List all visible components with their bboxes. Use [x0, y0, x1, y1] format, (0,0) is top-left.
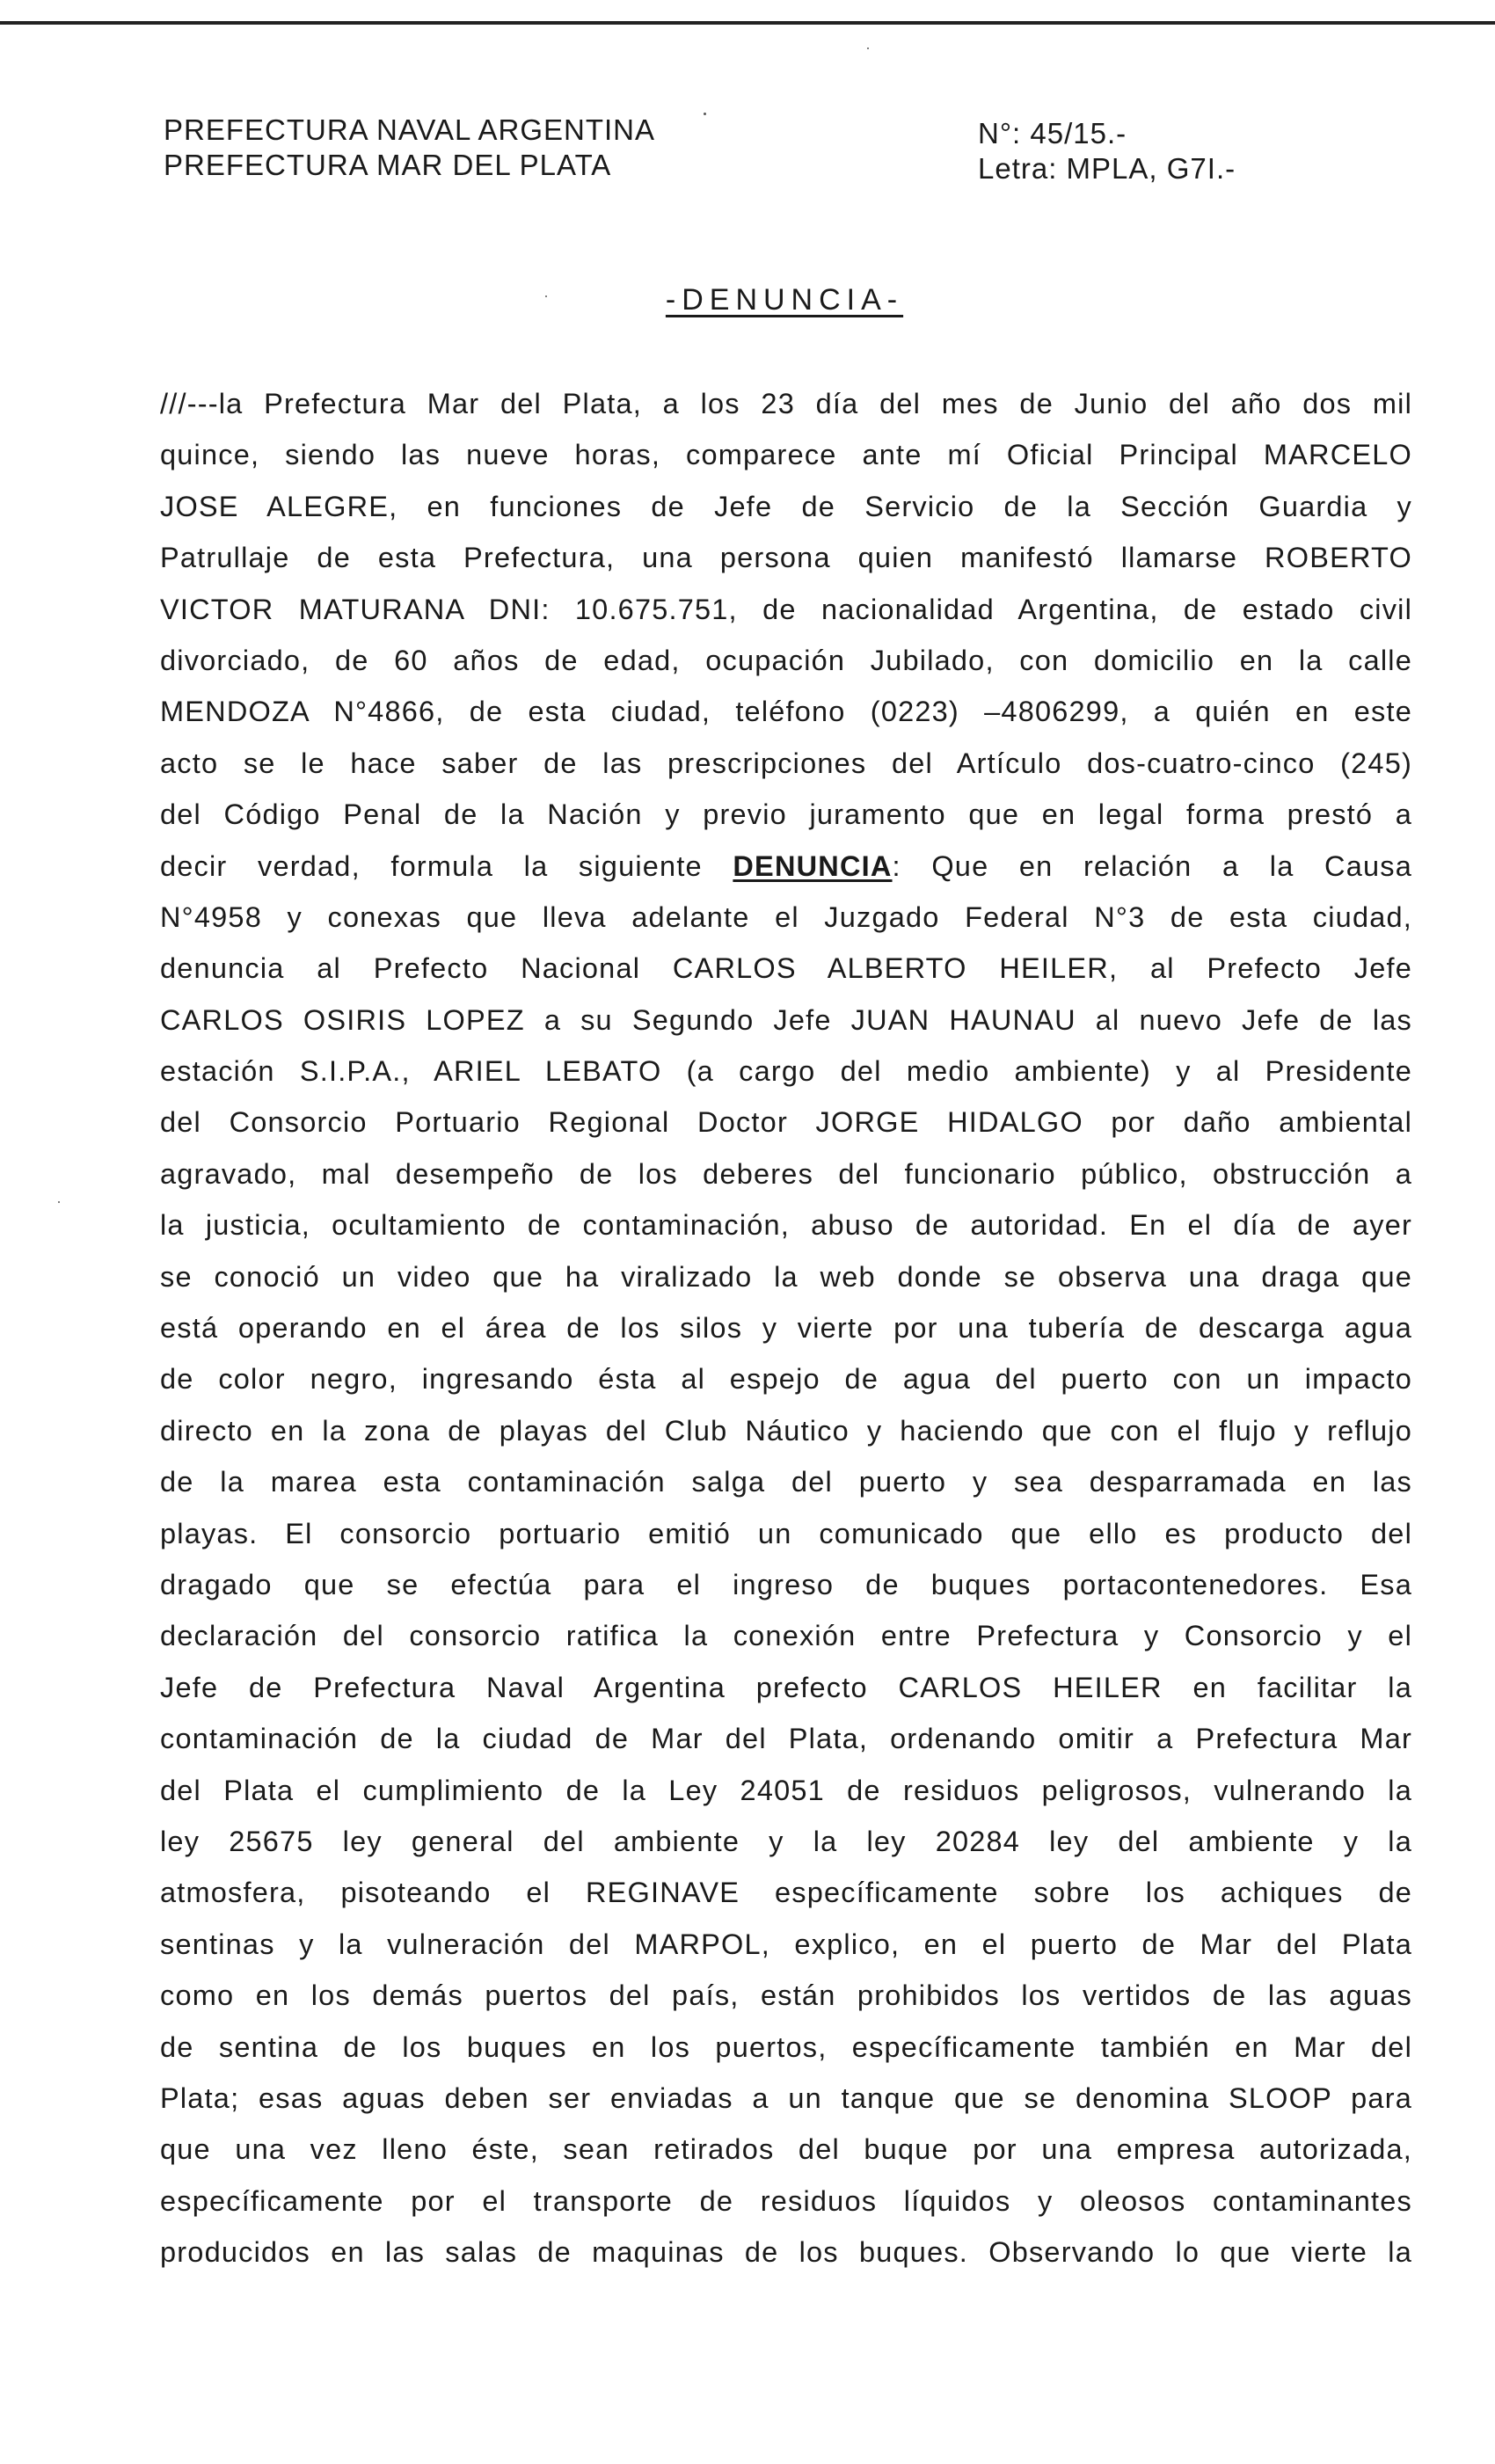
- denuncia-keyword: DENUNCIA: [733, 849, 893, 882]
- body-line: del Código Penal de la Nación y previo juramento que en legal forma prestó a: [160, 798, 1412, 831]
- document-reference: [978, 116, 1236, 186]
- body-line: de la marea esta contaminación salga del puerto y sea desparramada en las: [160, 1466, 1412, 1498]
- body-line: MENDOZA N°4866, de esta ciudad, teléfono (0223) –4806299, a quién en este: [160, 696, 1412, 728]
- top-border-rule: [0, 21, 1495, 25]
- body-line: playas. El consorcio portuario emitió un comunicado que ello es producto del: [160, 1517, 1412, 1549]
- body-line: dragado que se efectúa para el ingreso de buques portacontenedores. Esa: [160, 1568, 1412, 1600]
- scan-speck: [545, 295, 547, 297]
- body-line: quince, siendo las nueve horas, comparece ante mí Oficial Principal MARCELO: [160, 439, 1412, 471]
- body-line: denuncia al Prefecto Nacional CARLOS ALBERTO HEILER, al Prefecto Jefe: [160, 952, 1412, 985]
- body-line: la justicia, ocultamiento de contaminación, abuso de autoridad. En el día de ayer: [160, 1209, 1412, 1242]
- body-line: específicamente por el transporte de residuos líquidos y oleosos contaminantes: [160, 2184, 1412, 2217]
- organization-line-1: PREFECTURA NAVAL ARGENTINA: [164, 113, 655, 146]
- scan-speck: [704, 113, 706, 115]
- body-line: N°4958 y conexas que lleva adelante el Juzgado Federal N°3 de esta ciudad,: [160, 900, 1412, 933]
- body-line: JOSE ALEGRE, en funciones de Jefe de Servicio de la Sección Guardia y: [160, 490, 1412, 522]
- body-line: CARLOS OSIRIS LOPEZ a su Segundo Jefe JUAN HAUNAU al nuevo Jefe de las: [160, 1003, 1412, 1036]
- document-body: [160, 378, 1412, 2278]
- body-line: ///---la Prefectura Mar del Plata, a los 23 día del mes de Junio del año dos mil: [160, 388, 1412, 419]
- body-line: de color negro, ingresando ésta al espejo de agua del puerto con un impacto: [160, 1363, 1412, 1396]
- body-line: de sentina de los buques en los puertos, específicamente también en Mar del: [160, 2030, 1412, 2063]
- body-line: sentinas y la vulneración del MARPOL, explico, en el puerto de Mar del Plata: [160, 1928, 1412, 1960]
- body-line: como en los demás puertos del país, están prohibidos los vertidos de las aguas: [160, 1979, 1412, 2012]
- body-line: Patrullaje de esta Prefectura, una persona quien manifestó llamarse ROBERTO: [160, 542, 1412, 574]
- scan-speck: [58, 1201, 60, 1203]
- body-line: del Consorcio Portuario Regional Doctor JORGE HIDALGO por daño ambiental: [160, 1106, 1412, 1139]
- body-line: contaminación de la ciudad de Mar del Plata, ordenando omitir a Prefectura Mar: [160, 1723, 1412, 1755]
- body-line: Plata; esas aguas deben ser enviadas a un tanque que se denomina SLOOP para: [160, 2081, 1412, 2114]
- scan-speck: [867, 47, 869, 49]
- body-line-denuncia: [160, 841, 1412, 892]
- body-line: directo en la zona de playas del Club Náutico y haciendo que con el flujo y reflujo: [160, 1414, 1412, 1447]
- body-line: agravado, mal desempeño de los deberes del funcionario público, obstrucción a: [160, 1157, 1412, 1190]
- document-number: N°: 45/15.-: [978, 117, 1127, 149]
- body-line: declaración del consorcio ratifica la conexión entre Prefectura y Consorcio y el: [160, 1620, 1412, 1652]
- body-line: divorciado, de 60 años de edad, ocupación Jubilado, con domicilio en la calle: [160, 644, 1412, 676]
- document-title: -DENUNCIA-: [665, 283, 904, 317]
- organization-header: [164, 113, 655, 183]
- body-line: que una vez lleno éste, sean retirados del buque por una empresa autorizada,: [160, 2133, 1412, 2166]
- body-line: Jefe de Prefectura Naval Argentina prefecto CARLOS HEILER en facilitar la: [160, 1671, 1412, 1703]
- body-line: se conoció un video que ha viralizado la web donde se observa una draga que: [160, 1260, 1412, 1293]
- body-line: VICTOR MATURANA DNI: 10.675.751, de nacionalidad Argentina, de estado civil: [160, 593, 1412, 625]
- document-letra: Letra: MPLA, G7I.-: [978, 152, 1236, 185]
- body-line-text: decir verdad, formula la siguiente: [160, 849, 703, 882]
- body-line: producidos en las salas de maquinas de los buques. Observando lo que vierte la: [160, 2236, 1412, 2269]
- body-line: acto se le hace saber de las prescripciones del Artículo dos-cuatro-cinco (245): [160, 747, 1412, 779]
- body-line: estación S.I.P.A., ARIEL LEBATO (a cargo del medio ambiente) y al Presidente: [160, 1055, 1412, 1088]
- body-line: del Plata el cumplimiento de la Ley 24051 de residuos peligrosos, vulnerando la: [160, 1774, 1412, 1806]
- organization-line-2: PREFECTURA MAR DEL PLATA: [164, 149, 612, 181]
- body-line: está operando en el área de los silos y vierte por una tubería de descarga agua: [160, 1312, 1412, 1345]
- body-line: atmosfera, pisoteando el REGINAVE específicamente sobre los achiques de: [160, 1877, 1412, 1909]
- body-line: ley 25675 ley general del ambiente y la ley 20284 ley del ambiente y la: [160, 1825, 1412, 1857]
- body-line-text: : Que en relación a la Causa: [892, 849, 1412, 882]
